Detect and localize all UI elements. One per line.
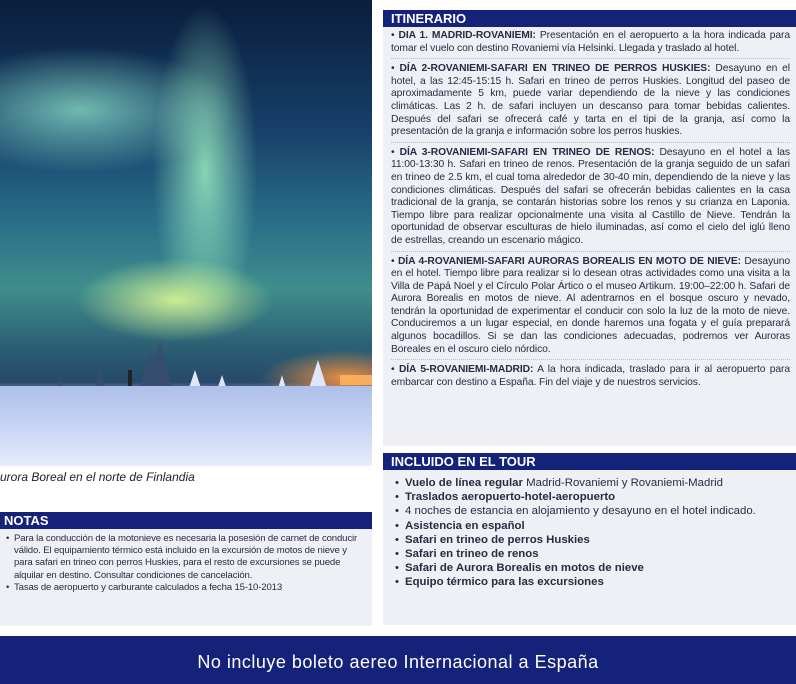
photo-caption: urora Boreal en el norte de Finlandia xyxy=(0,470,195,484)
day-text: Desayuno en el hotel. Tiempo libre para realizar si lo desean otras actividades como una visita a la Villa de Papá Noel y el Círculo Polar Ártico o el museo Artikum. 19:00–22:00 h. Safari de Aurora Borealis en motos de nieve. Al adentrarnos en el bosque oscuro y nevado, tendrán la oportunidad de experimentar el conducir con solo la luz de la moto de nieve. Conduciremos a un lugar especial, en donde haremos una fogata y el guía preparará algunos bocadillos. Si se dan las condiciones adecuadas, podremos ver Auroras Boreales en el oscuro cielo nórdico. xyxy=(391,255,790,355)
incluido-item xyxy=(395,561,790,575)
itinerario-day-2: • DÍA 2-ROVANIEMI-SAFARI EN TRINEO DE PERROS HUSKIES: Desayuno en el hotel, a las 12:45-15:15 h. Safari en trineo de perros Huskies. Longitud del paseo de aproximadamente 5 km, puede variar dependiendo de la nieve y las condiciones climáticas. Las 2 h. de safari incluyen un descanso para tomar bebidas calientes. Después del safari se ofrecerá café y tarta en el tipi de la granja, así como la presentación de la granja e información sobre los perros huskies. xyxy=(391,63,790,143)
day-text: Desayuno en el hotel a las 11:00-13:30 h. Safari en trineo de renos. Presentación de la granja seguido de un safari en trineo de 2.5 km, el cual toma alrededor de 30-40 min, dependiendo de la nieve y las condiciones climáticas. Después del safari se ofrecerán bebidas calientes en la casa tradicional de la granja, se contarán historias sobre los renos y su crianza en Laponia. Tiempo libre para realizar opcionalmente una visita al Castillo de Nieve. Tendrán la oportunidad de observar esculturas de hielo iluminadas, así como el cielo del iglú lleno de estrellas, creando un escenario mágico. xyxy=(391,146,790,246)
incluido-item-rest: Madrid-Rovaniemi y Rovaniemi-Madrid xyxy=(522,477,723,489)
incluido-item-bold: Vuelo de línea regular xyxy=(405,477,523,489)
day-title: DÍA 2-ROVANIEMI-SAFARI EN TRINEO DE PERROS HUSKIES: xyxy=(399,63,711,75)
itinerario-day-3: • DÍA 3-ROVANIEMI-SAFARI EN TRINEO DE RENOS: Desayuno en el hotel a las 11:00-13:30 h. Safari en trineo de renos. Presentación de la granja seguido de un safari en trineo de 2.5 km, el cual toma alrededor de 30-40 min, dependiendo de la nieve y las condiciones climáticas. Después del safari se ofrecerán bebidas calientes en la casa tradicional de la granja, se contarán historias sobre los renos y su crianza en Laponia. Tiempo libre para realizar opcionalmente una visita al Castillo de Nieve. Tendrán la oportunidad de observar esculturas de hielo iluminadas, así como el cielo del iglú lleno de estrellas, creando un escenario mágico. xyxy=(391,147,790,252)
incluido-item-bold: Asistencia en español xyxy=(405,519,525,532)
day-text: A la hora indicada, traslado para ir al aeropuerto para embarcar con destino a España. Fin del viaje y de nuestros servicios. xyxy=(391,364,790,388)
aurora-photo xyxy=(0,0,372,466)
incluido-item xyxy=(395,504,790,518)
incluido-item xyxy=(395,476,790,490)
incluido-title: INCLUIDO EN EL TOUR xyxy=(383,453,796,470)
notas-item: • Para la conducción de la motonieve es necesaria la posesión de carnet de conducir válido. El equipamiento térmico está incluido en la excursión de motos de nieve y para safari en trineo con perros Huskies, para el resto de excursiones se puede alquilar en destino. Consultar condiciones de cancelación. xyxy=(6,533,366,582)
day-title: DIA 1. MADRID-ROVANIEMI: xyxy=(398,30,536,41)
itinerario-day-5: • DÍA 5-ROVANIEMI-MADRID: A la hora indicada, traslado para ir al aeropuerto para embarcar con destino a España. Fin del viaje y de nuestros servicios. xyxy=(391,364,790,388)
day-title: DÍA 4-ROVANIEMI-SAFARI AURORAS BOREALIS EN MOTO DE NIEVE: xyxy=(397,255,741,267)
incluido-item-bold: Traslados aeropuerto-hotel-aeropuerto xyxy=(405,491,616,504)
incluido-item xyxy=(395,519,790,533)
incluido-item xyxy=(395,547,790,561)
incluido-item xyxy=(395,575,790,589)
notas-section xyxy=(0,512,372,626)
notas-title: NOTAS xyxy=(0,512,372,529)
incluido-item-bold: Safari en trineo de renos xyxy=(405,548,539,561)
incluido-item-bold: Equipo térmico para las excursiones xyxy=(405,576,604,589)
itinerario-day-1: • DIA 1. MADRID-ROVANIEMI: Presentación en el aeropuerto a la hora indicada para tomar el vuelo con destino Rovaniemi vía Helsinki. Llegada y traslado al hotel. xyxy=(391,30,790,59)
incluido-item xyxy=(395,490,790,504)
incluido-section xyxy=(383,453,796,625)
incluido-list xyxy=(383,470,796,590)
incluido-item-rest: 4 noches de estancia en alojamiento y desayuno en el hotel indicado. xyxy=(405,505,756,518)
footer-banner: No incluye boleto aereo Internacional a España xyxy=(0,636,796,684)
itinerario-section xyxy=(383,10,796,446)
itinerario-list xyxy=(383,27,796,392)
day-text: Presentación en el aeropuerto a la hora indicada para tomar el vuelo con destino Rovaniemi vía Helsinki. Llegada y traslado al hotel. xyxy=(391,30,790,54)
incluido-item xyxy=(395,533,790,547)
day-title: DÍA 5-ROVANIEMI-MADRID: xyxy=(398,364,534,376)
itinerario-title: ITINERARIO xyxy=(383,10,796,27)
incluido-item-bold: Safari en trineo de perros Huskies xyxy=(405,533,590,546)
itinerario-day-4: • DÍA 4-ROVANIEMI-SAFARI AURORAS BOREALIS EN MOTO DE NIEVE: Desayuno en el hotel. Tiempo libre para realizar si lo desean otras actividades como una visita a la Villa de Papá Noel y el Círculo Polar Ártico o el museo Artikum. 19:00–22:00 h. Safari de Aurora Borealis en motos de nieve. Al adentrarnos en el bosque oscuro y nevado, tendrán la oportunidad de experimentar el conducir con solo la luz de la moto de nieve. Conduciremos a un lugar especial, en donde haremos una fogata y el guía preparará algunos bocadillos. Si se dan las condiciones adecuadas, podremos ver Auroras Boreales en el oscuro cielo nórdico. xyxy=(391,256,790,361)
notas-item: • Tasas de aeropuerto y carburante calculados a fecha 15-10-2013 xyxy=(6,582,366,594)
day-text: Desayuno en el hotel, a las 12:45-15:15 h. Safari en trineo de perros Huskies. Longitud del paseo de aproximadamente 5 km, puede variar dependiendo de la nieve y las condiciones climáticas. Las 2 h. de safari incluyen un descanso para tomar bebidas calientes. Después del safari se ofrecerá café y tarta en el tipi de la granja, así como la presentación de la granja e información sobre los perros huskies. xyxy=(391,63,790,138)
incluido-item-bold: Safari de Aurora Borealis en motos de nieve xyxy=(405,562,644,575)
snow-foreground xyxy=(0,386,372,466)
day-title: DÍA 3-ROVANIEMI-SAFARI EN TRINEO DE RENOS: xyxy=(399,146,655,158)
notas-list xyxy=(0,529,372,594)
